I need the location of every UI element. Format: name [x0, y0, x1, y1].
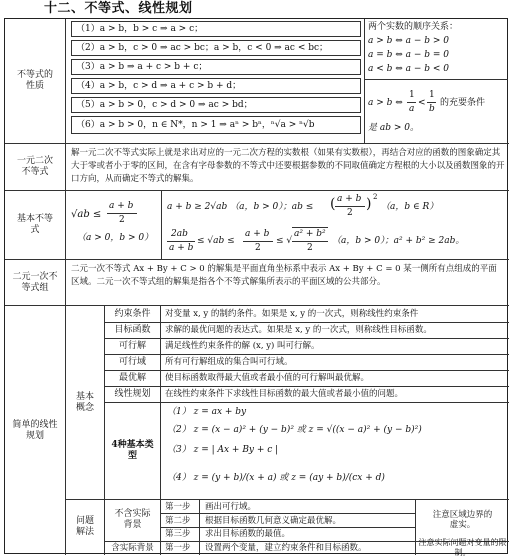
step-label: 第二步 — [165, 516, 191, 526]
note-with-background: 注意实际问题对变量的限制。 — [418, 538, 507, 557]
four-types-label: 4种基本类型 — [111, 439, 154, 461]
nature-label: 不等式的性质 — [16, 70, 53, 91]
concept-desc: 使目标函数取得最大值或者最小值的可行解叫最优解。 — [165, 373, 370, 383]
section-label-binary — [5, 260, 65, 305]
concept-desc: 满足线性约束条件的解 (x, y) 叫可行解。 — [165, 341, 320, 351]
binary-label: 二元一次不等式组 — [12, 271, 58, 293]
with-background-label: 含实际背景 — [111, 542, 154, 553]
step-label: 第三步 — [165, 529, 191, 539]
basic-left-lhs: √ab ≤ — [71, 209, 102, 220]
type-formula: （2） z = (x − a)² + (y − b)² 或 z = √((x − a)² + (y − b)²) — [167, 425, 422, 435]
section-label-lp — [5, 306, 65, 555]
section-label-quad — [5, 144, 65, 190]
step-label: 第一步 — [165, 502, 191, 512]
type-formula: （3） z = | Ax + By + c | — [167, 445, 279, 455]
concept-name: 约束条件 — [114, 308, 151, 319]
basic-left-cond: （a > 0，b > 0） — [77, 233, 154, 243]
concept-desc: 求解的最优问题的表达式。如果是 x, y 的一次式，则称线性目标函数。 — [165, 325, 432, 335]
property-item: （6）a > b > 0，n ∈ N*，n > 1 ⇒ aⁿ > bⁿ，ⁿ√a > ⁿ√b — [71, 116, 361, 134]
concept-desc: 在线性约束条件下求线性目标函数的最大值或者最小值的问题。 — [165, 389, 404, 399]
property-item: （5）a > b > 0，c > d > 0 ⇒ ac > bd； — [71, 97, 361, 113]
step-desc: 求出目标函数的最值。 — [205, 529, 291, 539]
page-title: 十二、不等式、线性规划 — [44, 1, 193, 16]
type-formula: （1） z = ax + by — [167, 407, 247, 417]
section-label-basic — [5, 191, 65, 259]
concept-name: 线性规划 — [114, 388, 151, 399]
type-formula: （4） z = (y + b)/(x + a) 或 z = (ay + b)/(cx + d) — [167, 473, 385, 483]
basic-concepts-label: 基本概念 — [75, 391, 94, 413]
no-background-label: 不含实际背景 — [114, 509, 151, 530]
quad-label: 一元二次不等式 — [16, 156, 53, 177]
note-no-background: 注意区域边界的虚实。 — [432, 509, 493, 530]
binary-text: 二元一次不等式 Ax + By + C > 0 的解集是平面直角坐标系中表示 Ax + By + C = 0 某一侧所有点组成的平面区域。二元一次不等式组的解集是指各个不等式解集所表示的平面区域的公共部分。 — [71, 264, 497, 287]
section-label-nature — [5, 19, 65, 143]
reciprocal-lhs: a > b ⇔ — [368, 98, 403, 108]
step-desc: 画出可行域。 — [205, 502, 257, 512]
quad-text: 解一元二次不等式实际上就是求出对应的一元二次方程的实数根（如果有实数根），再结合对应的函数的图象确定其大于零或者小于零的区间，在含有字母参数的不等式中还要根据参数的不同取值确定方程根的大小以及函数图象的开口方向，从而确定不等式的解集。 — [71, 148, 505, 184]
concept-name: 可行解 — [118, 340, 146, 351]
concept-desc: 对变量 x, y 的制约条件。如果是 x, y 的一次式，则称线性约束条件 — [165, 309, 419, 319]
property-item: （4）a > b，c > d ⇒ a + c > b + d； — [71, 78, 361, 94]
step-label: 第一步 — [165, 543, 191, 553]
knowledge-table: 不等式的性质 （1）a > b，b > c ⇒ a > c； （2）a > b，c > 0 ⇒ ac > bc；a > b，c < 0 ⇒ ac < bc； （3）a > b ⇒ a + c > b + c； （4）a > b，c > d ⇒ a + c > b + d； （5）a > b > 0，c > d > 0 ⇒ ac > bd； （6）a > b > 0，n ∈ N*，n > 1 ⇒ aⁿ > bⁿ，ⁿ√a > ⁿ√b 两个实数的顺序关系： a > b ⇔ a − b > 0 a = b ⇔ a − b = 0 a < b ⇔ a − b < 0 a > b ⇔ 1 a < 1 b 的充要条件 是 ab > 0。 一元二次不等式 解一元二次不等式实际上就是求出对应的一元二次方程的实数根（如果有实数根），再结合对应的函数的图象确定其大于零或者小于零的区间，在含有字母参数的不等式中还要根据参数的不同取值确定方程根的大小以及函数图象的开口方向，从而确定不等式的解集。 基本不等式 √ab ≤ a + b 2 （a > 0，b > 0） a + b ≥ 2√ab （a，b > 0）；ab ≤ ( a + b 2 ) 2 （a，b ∈ R） 2ab a + b ≤ √ab ≤ a + b 2 ≤ √ a² + b² 2 （a，b > 0）；a² + b² ≥ 2ab。 二元一次不等式组 二元一次不等式 Ax + By + C > 0 的解集是平面直角坐标系中表示 Ax + By + C = 0 某一侧所有点组成的平面区域。二元一次不等式组的解集是指各个不等式解集所表示的平面区域的公共部分。 简单的线性规划 基本概念 约束条件 对变量 x, y 的制约条件。如果是 x, y 的一次式，则称线性约束条件 目标函数 求解的最优问题的表达式。如果是 x, y 的一次式，则称线性目标函数。 可行解 满足线性约束条件的解 (x, y) 叫可行解。 可行域 所有可行解组成的集合叫可行域。 最优解 使目标函数取得最大值或者最小值的可行解叫最优解。 线性规划 在线性约束条件下求线性目标函数的最大值或者最小值的问题。 4种基本类型 （1） z = ax + by （2） z = (x − a)² + (y − b)² 或 z = √((x − a)² + (y − b)²) （3） z = | Ax + By + c | （4） z = (y + b)/(x + a) 或 z = (ay + b)/(cx + d) 问题解法 不含实际背景 第一步 画出可行域。 第二步 根据目标函数几何意义确定最优解。 第三步 求出目标函数的最值。 注意区域边界的虚实。 含实际背景 第一步 设置两个变量，建立约束条件和目标函数。 注意实际问题对变量的限制。 — [4, 18, 508, 554]
concept-name: 目标函数 — [114, 324, 151, 335]
reciprocal-text: 的充要条件 — [440, 98, 486, 108]
order-relation-line: a = b ⇔ a − b = 0 — [368, 50, 450, 60]
method-label: 问题解法 — [75, 516, 94, 537]
basic-label: 基本不等式 — [16, 214, 53, 235]
concept-name: 可行域 — [118, 356, 146, 367]
order-relation-heading: 两个实数的顺序关系： — [368, 22, 459, 32]
step-desc: 设置两个变量，建立约束条件和目标函数。 — [205, 543, 367, 553]
step-desc: 根据目标函数几何意义确定最优解。 — [205, 516, 342, 526]
reciprocal-tail: 是 ab > 0。 — [368, 123, 419, 133]
order-relation-line: a < b ⇔ a − b < 0 — [368, 64, 450, 74]
concept-desc: 所有可行解组成的集合叫可行域。 — [165, 357, 293, 367]
order-relation-line: a > b ⇔ a − b > 0 — [368, 36, 450, 46]
lp-label: 简单的线性规划 — [12, 419, 58, 441]
concept-name: 最优解 — [118, 372, 146, 383]
property-item: （2）a > b，c > 0 ⇒ ac > bc；a > b，c < 0 ⇒ ac < bc； — [71, 40, 361, 56]
property-item: （3）a > b ⇒ a + c > b + c； — [71, 59, 361, 75]
property-item: （1）a > b，b > c ⇒ a > c； — [71, 21, 361, 37]
basic-r1: a + b ≥ 2√ab （a，b > 0）；ab ≤ — [167, 202, 314, 212]
